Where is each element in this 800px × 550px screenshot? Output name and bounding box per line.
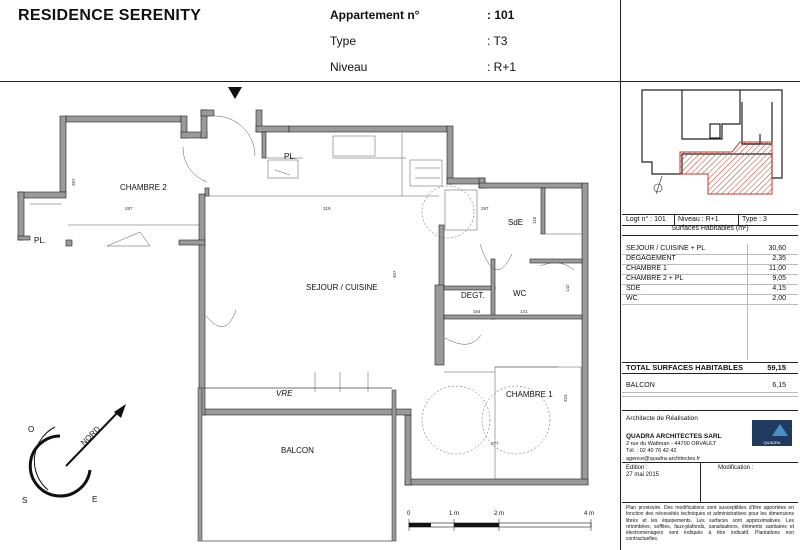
modification-label: Modification : (718, 465, 754, 471)
surfaces-title: Surfaces Habitables (m²) (622, 225, 798, 236)
room-pl-2: PL. (284, 152, 297, 161)
total-row (622, 362, 798, 374)
compass-nord: NORD (79, 424, 103, 448)
scale-bar (409, 519, 591, 531)
architect-heading: Architecte de Réalisation (626, 415, 698, 422)
architect-address: 2 rue du Wattman - 44700 ORVAULT (626, 441, 717, 447)
surface-label: CHAMBRE 2 + PL (626, 275, 684, 282)
level-value: : R+1 (487, 60, 517, 74)
surface-value: 9,05 (772, 275, 786, 282)
dim-267: 267 (71, 178, 76, 186)
dim-319: 319 (323, 206, 331, 211)
apartment-number-label: Appartement n° (330, 8, 420, 22)
apartment-number-value: : 101 (487, 8, 515, 22)
surface-label: WC (626, 295, 638, 302)
room-degt: DEGT. (461, 291, 485, 300)
surface-label: SEJOUR / CUISINE + PL (626, 245, 706, 252)
key-plan (622, 84, 798, 212)
type-value: : T3 (487, 34, 508, 48)
architect-logo (752, 420, 792, 446)
type-label: Type (330, 34, 357, 48)
scale-2m: 2 m (494, 511, 505, 517)
disclaimer: Plan provisoire. Des modifications sont susceptibles d'être apportées en fonction des nécessités techniques et administratives pour les dimensions libres et les équipements. Les surfaces sont approximatives. Les retombées, soffites, faux-plafonds, canalisations, éléments sanitaires et électroménagers sont indiqués à titre indicatif. Plantations non contractuelles. (626, 505, 794, 543)
room-balcon: BALCON (281, 446, 314, 455)
dim-142: 142 (565, 284, 570, 292)
dim-297: 297 (481, 206, 489, 211)
architect-tel: Tél. : 02 40 76 42 42 (626, 448, 677, 454)
summary-niveau: Niveau : R+1 (678, 216, 719, 223)
compass-e: E (92, 495, 98, 504)
room-sde: SdE (508, 218, 524, 227)
surface-label: DEGAGEMENT (626, 255, 676, 262)
balcon-value: 6,15 (772, 382, 786, 389)
room-chambre-2: CHAMBRE 2 (120, 183, 167, 192)
window-vre: VRE (276, 389, 293, 398)
dim-116: 116 (532, 216, 537, 224)
surface-value: 4,15 (772, 285, 786, 292)
architect-email[interactable]: agence@quadra-architectes.fr (626, 456, 701, 462)
compass-s: S (22, 496, 28, 505)
dim-141: 141 (520, 309, 528, 314)
surface-label: SDE (626, 285, 641, 292)
balcon-label: BALCON (626, 382, 655, 389)
surface-value: 2,00 (772, 295, 786, 302)
dim-407: 407 (392, 270, 397, 278)
scale-0: 0 (407, 511, 411, 517)
level-label: Niveau (330, 60, 368, 74)
room-chambre-1: CHAMBRE 1 (506, 390, 553, 399)
balcon-row (622, 382, 798, 393)
surface-value: 11,00 (769, 265, 786, 272)
architect-company: QUADRA ARCHITECTES SARL (626, 433, 722, 440)
dim-324: 324 (563, 394, 568, 402)
dim-287: 287 (125, 206, 133, 211)
compass-o: O (28, 425, 35, 434)
scale-1m: 1 m (449, 511, 460, 517)
room-wc: WC (513, 289, 527, 298)
logt-number: Logt n° : 101 (626, 216, 666, 223)
logo-triangle-icon (772, 424, 788, 436)
surface-value: 30,60 (768, 245, 786, 252)
total-value: 59,15 (767, 363, 786, 372)
entrance-arrow-icon (228, 87, 242, 99)
surface-label: CHAMBRE 1 (626, 265, 667, 272)
logo-text: QUADRA (763, 440, 781, 445)
residence-title: RESIDENCE SERENITY (18, 7, 202, 24)
dim-377: 377 (491, 441, 499, 446)
walls (18, 110, 588, 485)
surface-value: 2,35 (772, 255, 786, 262)
total-label: TOTAL SURFACES HABITABLES (626, 363, 743, 372)
scale-4m: 4 m (584, 511, 595, 517)
summary-type: Type : 3 (742, 216, 767, 223)
edition-label: Edition : (626, 465, 648, 471)
floor-plan (0, 82, 620, 550)
surfaces-table (622, 244, 798, 306)
edition-date: 27 mai 2015 (626, 472, 660, 478)
room-sejour-cuisine: SEJOUR / CUISINE (306, 283, 378, 292)
dim-164: 164 (473, 309, 481, 314)
room-pl-1: PL. (34, 236, 47, 245)
compass-icon (30, 404, 126, 496)
